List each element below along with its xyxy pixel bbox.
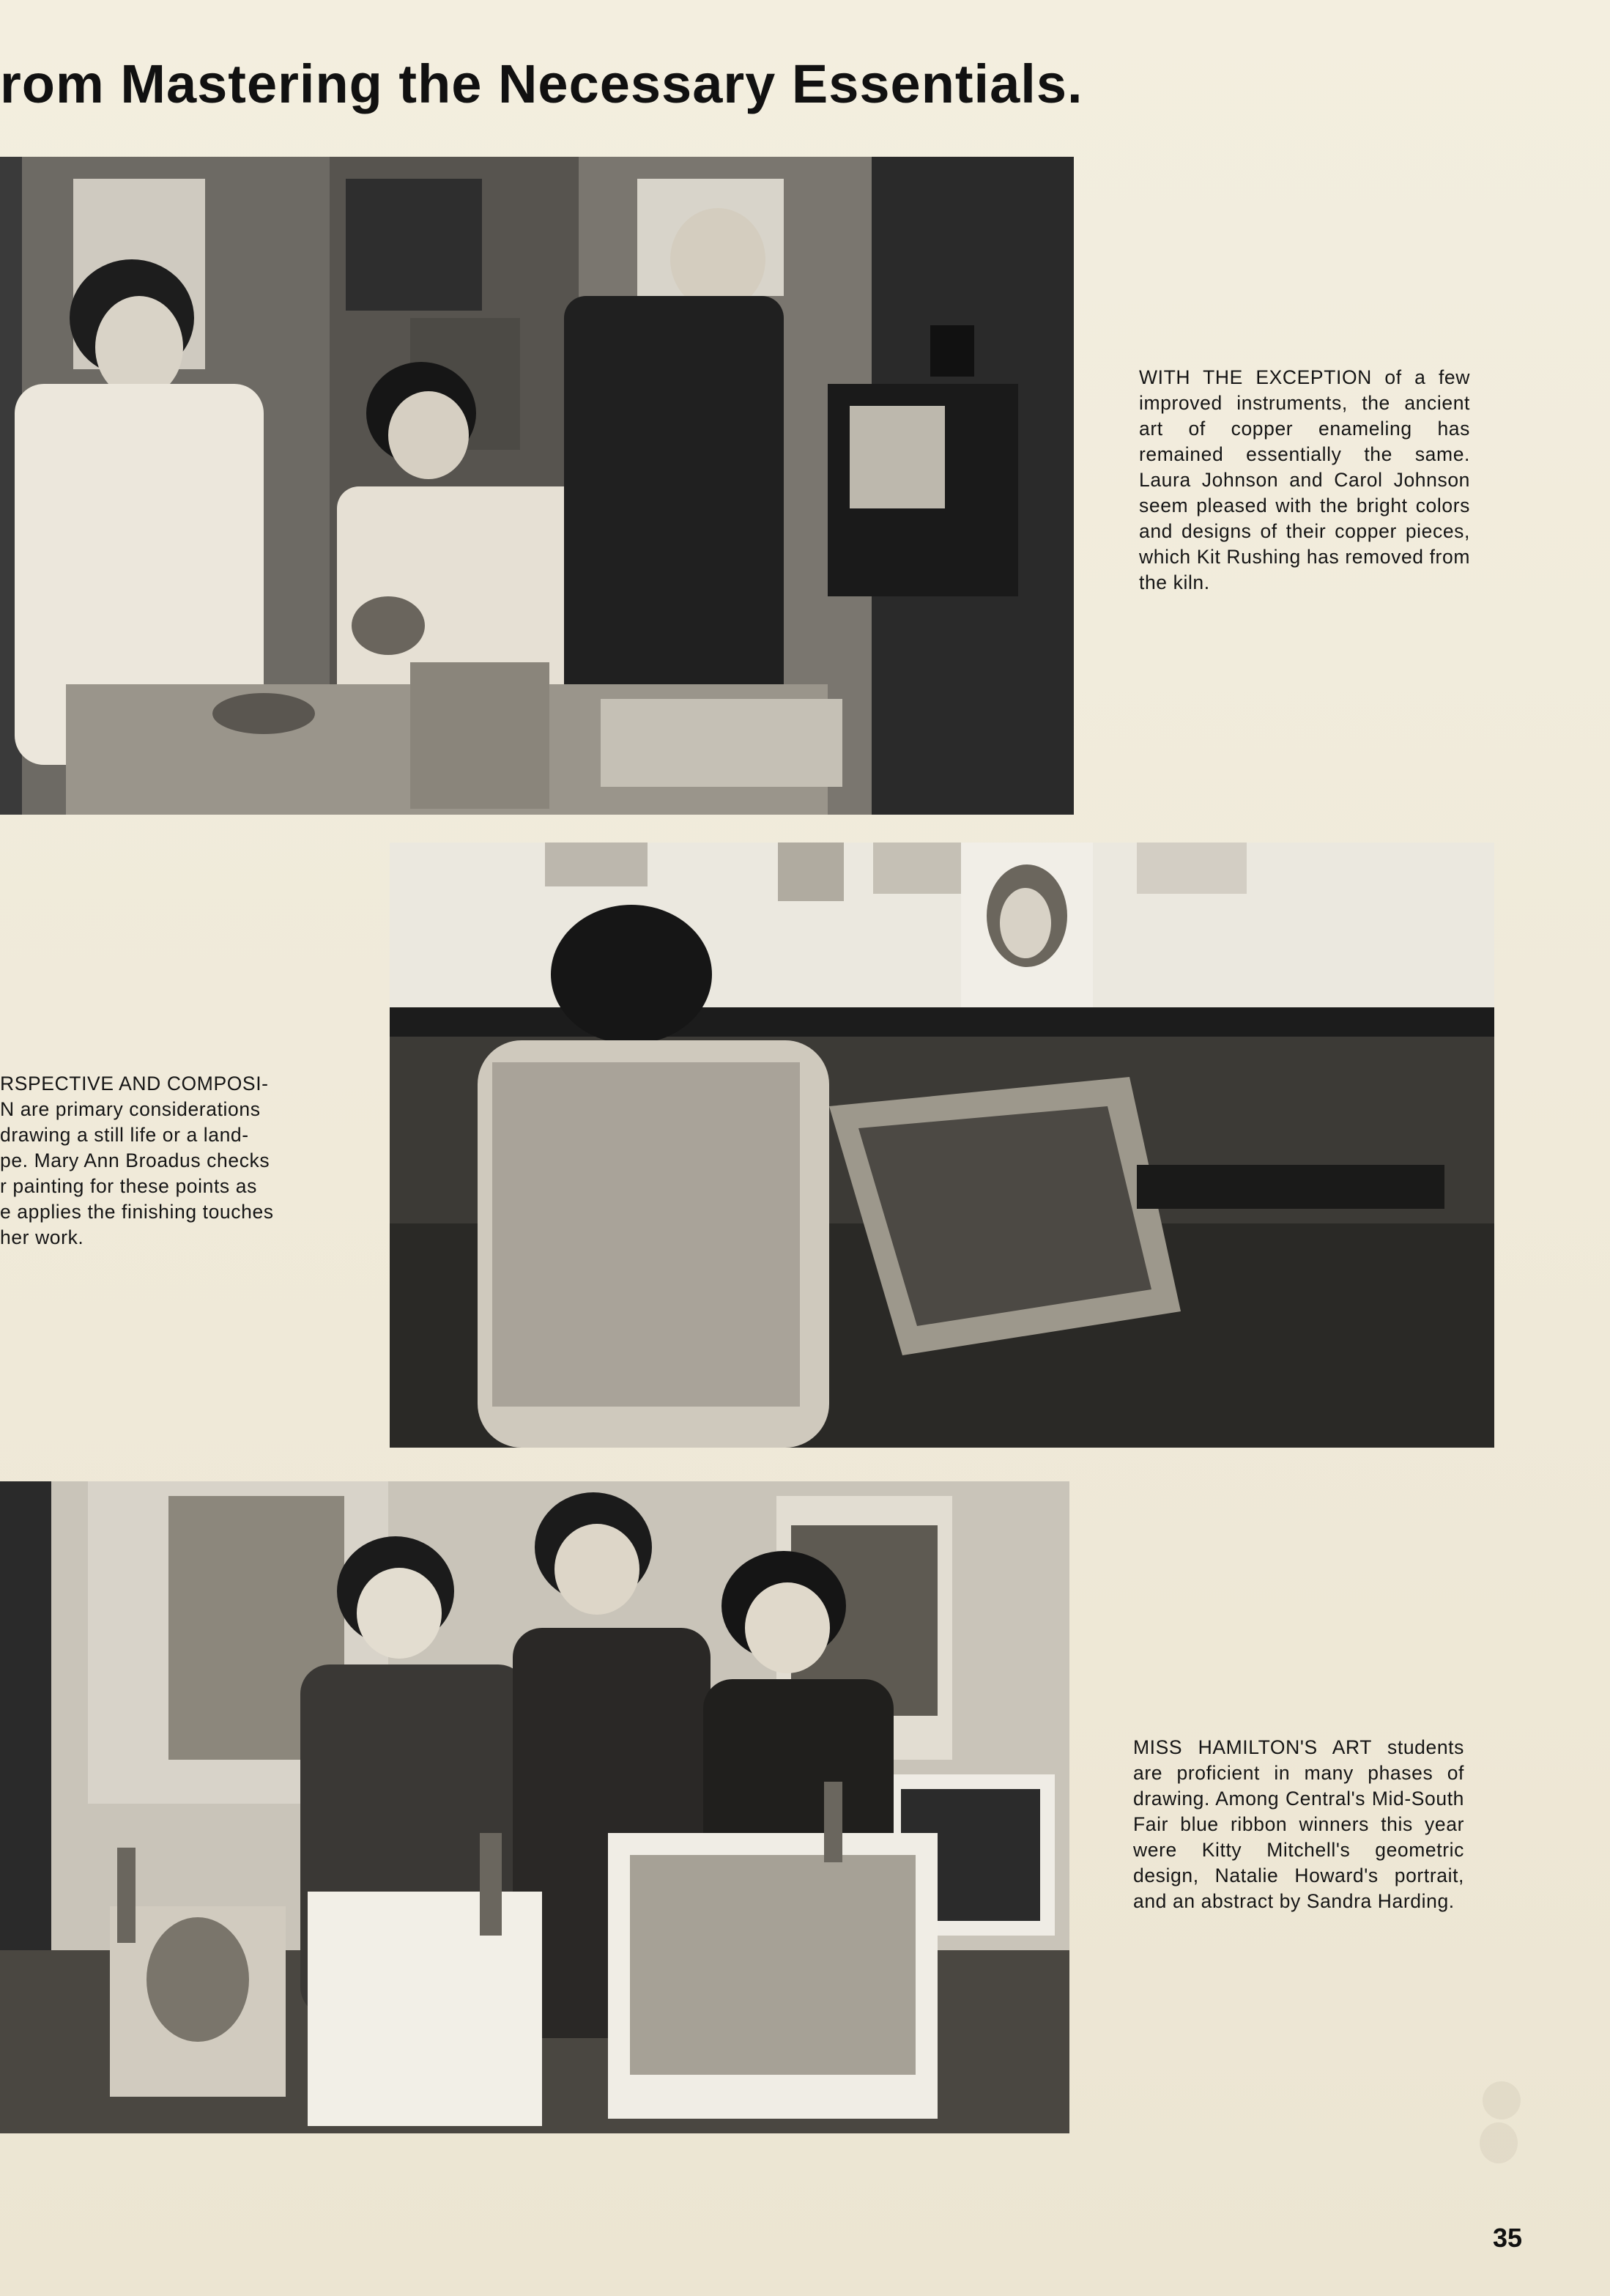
caption-copper-enameling: WITH THE EXCEPTION of a few improved instruments, the ancient art of copper enameling has remained essentially the same. Laura Johnson and Carol Johnson seem pleased with the bright colors and designs of their copper pieces, which Kit Rushing has removed from the kiln. [1139, 366, 1470, 593]
photo-art-students-image [0, 1481, 1069, 2133]
photo-copper-enameling [0, 157, 1074, 815]
caption-drawing: RSPECTIVE AND COMPOSI- N are primary considerations drawing a still life or a land- pe. Mary Ann Broadus checks r painting for these points as e applies the finishing touches her work. [0, 1073, 274, 1248]
page-headline: rom Mastering the Necessary Essentials. [0, 53, 1083, 114]
photo-drawing-still-life [390, 843, 1494, 1448]
leaf-ornament-icon [1472, 2077, 1531, 2172]
photo-drawing-still-life-image [390, 843, 1494, 1448]
caption-art-students: MISS HAMILTON'S ART students are proficient in many phases of drawing. Among Central's Mid-South Fair blue ribbon winners this year were Kitty Mitchell's geometric design, Natalie Howard's portrait, and an abstract by Sandra Harding. [1133, 1736, 1464, 1912]
page-number: 35 [1492, 2223, 1522, 2253]
photo-art-students [0, 1481, 1069, 2133]
photo-copper-enameling-image [0, 157, 1074, 815]
